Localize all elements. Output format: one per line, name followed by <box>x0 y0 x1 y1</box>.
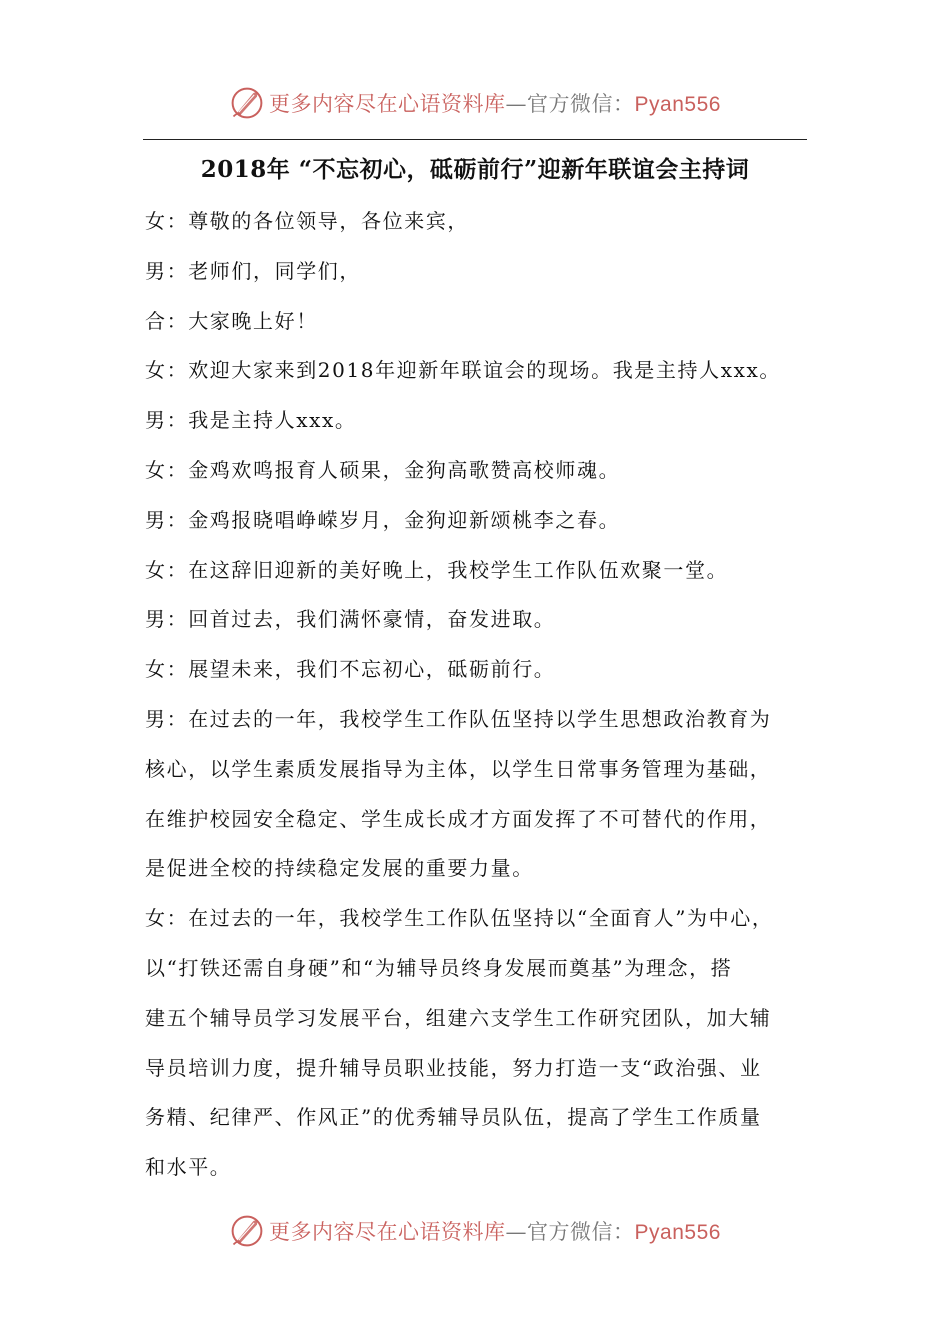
quill-pen-logo-icon <box>229 85 265 121</box>
watermark-contact-id: Pyan556 <box>634 1221 721 1244</box>
watermark-library-text: 更多内容尽在心语资料库 <box>269 1220 506 1244</box>
watermark-contact-id: Pyan556 <box>634 93 721 116</box>
quill-pen-logo-icon <box>229 1213 265 1249</box>
watermark-text <box>269 1216 721 1246</box>
script-line: 女：展望未来，我们不忘初心，砥砺前行。 <box>145 657 556 682</box>
script-line: 导员培训力度，提升辅导员职业技能，努力打造一支“政治强、业 <box>145 1055 762 1080</box>
footer-watermark <box>0 1208 950 1254</box>
watermark-contact-label: 官方微信： <box>527 92 635 116</box>
watermark-text <box>269 88 721 118</box>
script-line: 以“打铁还需自身硬”和“为辅导员终身发展而奠基”为理念，搭 <box>145 955 733 980</box>
script-line: 务精、纪律严、作风正”的优秀辅导员队伍，提高了学生工作质量 <box>145 1105 762 1130</box>
watermark-contact-label: 官方微信： <box>527 1220 635 1244</box>
watermark-separator: — <box>505 92 528 116</box>
watermark-library-text: 更多内容尽在心语资料库 <box>269 92 506 116</box>
script-line: 男：在过去的一年，我校学生工作队伍坚持以学生思想政治教育为 <box>145 706 772 731</box>
script-line: 在维护校园安全稳定、学生成长成才方面发挥了不可替代的作用， <box>145 806 772 831</box>
script-line: 是促进全校的持续稳定发展的重要力量。 <box>145 856 534 881</box>
script-line: 核心，以学生素质发展指导为主体，以学生日常事务管理为基础， <box>145 756 772 781</box>
script-line: 和水平。 <box>145 1155 232 1180</box>
script-line: 男：老师们，同学们， <box>145 258 361 283</box>
script-line: 女：欢迎大家来到2018年迎新年联谊会的现场。我是主持人xxx。 <box>145 358 781 383</box>
script-line: 女：在过去的一年，我校学生工作队伍坚持以“全面育人”为中心， <box>145 906 774 931</box>
document-title: 2018年 “不忘初心，砥砺前行”迎新年联谊会主持词 <box>200 156 750 183</box>
script-line: 男：回首过去，我们满怀豪情，奋发进取。 <box>145 607 556 632</box>
script-line: 建五个辅导员学习发展平台，组建六支学生工作研究团队，加大辅 <box>145 1005 772 1030</box>
script-line: 女：金鸡欢鸣报育人硕果，金狗高歌赞高校师魂。 <box>145 457 621 482</box>
header-rule <box>143 139 807 140</box>
script-line: 男：金鸡报晓唱峥嵘岁月，金狗迎新颂桃李之春。 <box>145 507 621 532</box>
script-line: 女：尊敬的各位领导，各位来宾， <box>145 209 469 233</box>
script-line: 女：在这辞旧迎新的美好晚上，我校学生工作队伍欢聚一堂。 <box>145 557 729 582</box>
script-line: 男：我是主持人xxx。 <box>145 408 357 433</box>
script-line: 合：大家晚上好！ <box>145 308 318 333</box>
document-body <box>145 197 817 1193</box>
watermark-separator: — <box>505 1220 528 1244</box>
header-watermark <box>0 80 950 126</box>
